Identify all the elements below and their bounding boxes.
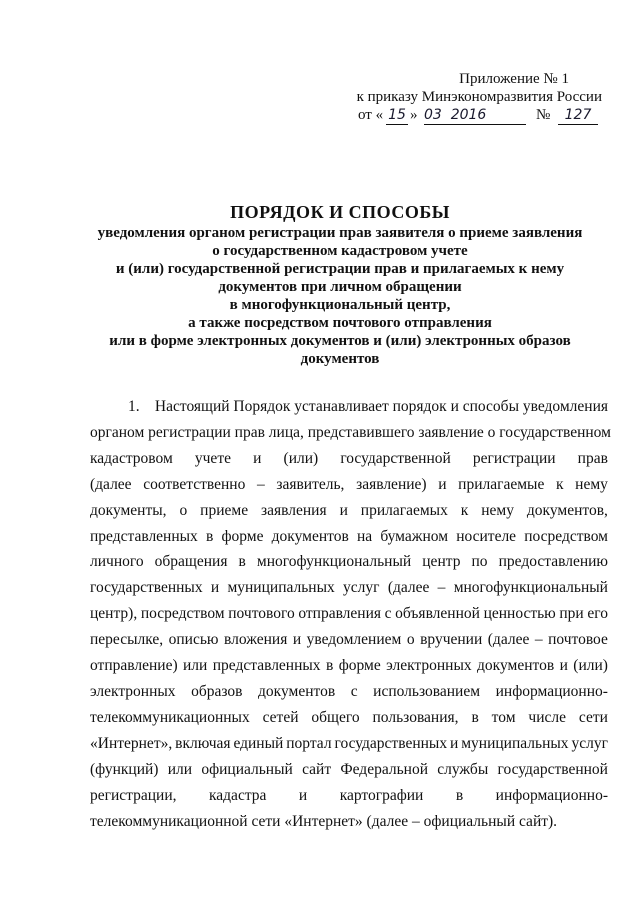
paragraph-word: к — [555, 475, 564, 493]
order-date-line — [340, 106, 602, 128]
paragraph-word: на — [356, 527, 373, 545]
title-subtitle — [60, 224, 620, 368]
paragraph-word: многофункциональный — [256, 553, 412, 571]
date-month-year: 03 2016 — [424, 106, 526, 125]
annex-number: Приложение № 1 — [459, 71, 569, 87]
paragraph-word: общего — [311, 708, 360, 726]
paragraph-word: и — [339, 501, 348, 519]
paragraph-word: ценностью — [483, 605, 556, 623]
paragraph-line — [90, 524, 608, 550]
paragraph-word: телекоммуникационных — [90, 708, 250, 726]
paragraph-word: почтового — [228, 605, 295, 623]
paragraph-word: форме — [338, 657, 381, 675]
paragraph-word: прилагаемых — [360, 501, 448, 519]
paragraph-number: 1. — [128, 398, 140, 415]
paragraph-word: портал — [286, 734, 332, 752]
paragraph-line — [90, 653, 608, 679]
paragraph-word: Настоящий Порядок устанавливает порядок и способы уведомления — [154, 398, 608, 415]
title-line: а также посредством почтового отправления — [188, 315, 492, 331]
paragraph-word: заявитель, — [276, 475, 345, 493]
paragraph-word: государственных — [90, 579, 203, 597]
number-prefix: № — [536, 107, 551, 123]
paragraph-word: телекоммуникационной сети «Интернет» (далее – официальный сайт). — [90, 812, 558, 830]
paragraph-line — [90, 809, 608, 835]
paragraph-word: службы — [437, 760, 489, 778]
paragraph-word: носителе — [456, 527, 517, 545]
paragraph-word: (далее — [387, 579, 430, 597]
title-line: уведомления органом регистрации прав заявителя о приеме заявления — [97, 225, 583, 241]
paragraph-line — [90, 705, 608, 731]
paragraph-word: муниципальных — [227, 579, 335, 597]
paragraph-word: (или) — [573, 657, 608, 675]
paragraph-word: сайт — [302, 760, 332, 778]
paragraph-word: сетей — [262, 708, 299, 726]
paragraph-word: с — [350, 682, 358, 700]
paragraph-word: государственных — [334, 734, 448, 752]
title-line: и (или) государственной регистрации прав и прилагаемых к нему — [115, 261, 565, 277]
paragraph-word: картографии — [339, 786, 424, 804]
paragraph-word: нему — [575, 475, 608, 493]
paragraph-line — [90, 627, 608, 653]
paragraph-word: и — [292, 631, 302, 649]
paragraph-line — [90, 446, 608, 472]
paragraph-word: информационно- — [495, 682, 608, 700]
paragraph-word: услуг — [343, 579, 380, 597]
title-line: документов при личном обращении — [218, 279, 462, 295]
date-quote-close: » — [410, 107, 418, 123]
paragraph-word: прилагаемые — [458, 475, 545, 493]
paragraph-word: или — [167, 760, 193, 778]
paragraph-line — [90, 498, 608, 524]
paragraph-word: по — [471, 553, 488, 571]
paragraph-word: образов — [191, 682, 243, 700]
paragraph-word: бумажном — [380, 527, 449, 545]
paragraph-word: вручении — [420, 631, 483, 649]
paragraph-word: заявление) — [356, 475, 427, 493]
paragraph-line — [90, 394, 608, 420]
paragraph-1 — [90, 394, 611, 834]
paragraph-word: и — [438, 475, 447, 493]
paragraph-line — [90, 575, 608, 601]
paragraph-word: и — [253, 449, 262, 467]
paragraph-word: отправления — [298, 605, 382, 623]
annex-header — [340, 70, 602, 128]
order-reference: к приказу Минэкономразвития России — [356, 89, 602, 105]
paragraph-word: государственной — [340, 449, 451, 467]
paragraph-word: отправление) — [90, 657, 178, 675]
paragraph-word: кадастровом — [90, 449, 173, 467]
paragraph-word: к — [460, 501, 469, 519]
paragraph-word: (функций) — [90, 760, 159, 778]
paragraph-word: объявленной — [395, 605, 480, 623]
paragraph-line — [90, 783, 608, 809]
paragraph-word: использованием — [373, 682, 481, 700]
paragraph-word: информационно- — [495, 786, 608, 804]
paragraph-word: в — [325, 657, 334, 675]
paragraph-word: документов — [477, 657, 555, 675]
paragraph-word: Федеральной — [340, 760, 428, 778]
paragraph-word: «Интернет», — [90, 734, 173, 752]
title-line: в многофункциональный центр, — [229, 297, 451, 313]
paragraph-word: в — [205, 527, 214, 545]
paragraph-word: почтовое — [548, 631, 608, 649]
paragraph-word: кадастра — [209, 786, 267, 804]
title-line: о государственном кадастровом учете — [212, 243, 468, 259]
paragraph-word: описью — [168, 631, 219, 649]
paragraph-word: о — [179, 501, 188, 519]
paragraph-word: центр), — [90, 605, 138, 623]
paragraph-word: и — [450, 734, 459, 752]
paragraph-word: органом регистрации прав лица, представившего заявление о государственном — [90, 423, 611, 441]
paragraph-word: личного — [90, 553, 144, 571]
paragraph-line — [90, 757, 608, 783]
order-number: 127 — [558, 106, 598, 125]
paragraph-word: – — [256, 475, 265, 493]
paragraph-word: соответственно — [143, 475, 246, 493]
paragraph-word: единый — [233, 734, 284, 752]
paragraph-word: государственной — [497, 760, 608, 778]
paragraph-word: нему — [481, 501, 514, 519]
title-line: или в форме электронных документов и (или) электронных образов — [109, 333, 571, 349]
title-main: ПОРЯДОК И СПОСОБЫ — [230, 202, 450, 222]
paragraph-word: учете — [194, 449, 231, 467]
paragraph-word: сети — [578, 708, 608, 726]
paragraph-word: заявления — [261, 501, 327, 519]
paragraph-line — [90, 420, 611, 446]
paragraph-line — [90, 731, 608, 757]
paragraph-word: электронных — [90, 682, 176, 700]
paragraph-word: и — [210, 579, 220, 597]
paragraph-word: предоставлению — [498, 553, 608, 571]
paragraph-word: при — [559, 605, 584, 623]
paragraph-word: и — [559, 657, 568, 675]
paragraph-word: уведомлением — [306, 631, 402, 649]
paragraph-word: центр — [422, 553, 461, 571]
paragraph-word: пересылке, — [90, 631, 164, 649]
date-prefix: от « — [358, 107, 384, 123]
paragraph-word: представленных — [90, 527, 198, 545]
paragraph-word: его — [587, 605, 608, 623]
paragraph-word: – — [534, 631, 543, 649]
paragraph-word: приеме — [200, 501, 249, 519]
paragraph-word: или — [183, 657, 208, 675]
paragraph-line — [90, 549, 608, 575]
paragraph-word: том — [491, 708, 516, 726]
paragraph-word: документов, — [526, 501, 608, 519]
document-title — [60, 200, 620, 368]
paragraph-word: посредством — [140, 605, 225, 623]
paragraph-word: (далее — [487, 631, 530, 649]
paragraph-word: включая — [175, 734, 231, 752]
paragraph-word: форме — [221, 527, 264, 545]
paragraph-word: вложения — [224, 631, 288, 649]
paragraph-word: о — [406, 631, 415, 649]
paragraph-word: муниципальных — [461, 734, 569, 752]
paragraph-word: документы, — [90, 501, 167, 519]
paragraph-word: числе — [528, 708, 567, 726]
paragraph-word: представленных — [212, 657, 321, 675]
paragraph-word: документов — [271, 527, 349, 545]
paragraph-word: с — [384, 605, 392, 623]
paragraph-word: регистрации, — [90, 786, 177, 804]
paragraph-word: электронных — [386, 657, 472, 675]
paragraph-word: официальный — [201, 760, 293, 778]
paragraph-word: услуг — [571, 734, 608, 752]
paragraph-line — [90, 472, 608, 498]
paragraph-word: регистрации — [472, 449, 556, 467]
paragraph-word: в — [238, 553, 246, 571]
paragraph-word: и — [298, 786, 308, 804]
paragraph-word: в — [471, 708, 479, 726]
paragraph-word: многофункциональный — [453, 579, 608, 597]
paragraph-line — [90, 679, 608, 705]
date-day: 15 — [386, 106, 408, 125]
paragraph-word: пользования, — [372, 708, 459, 726]
paragraph-word: в — [455, 786, 464, 804]
paragraph-word: прав — [577, 449, 608, 467]
title-line: документов — [300, 351, 380, 367]
paragraph-line — [90, 601, 608, 627]
paragraph-word: документов — [258, 682, 336, 700]
paragraph-word: посредством — [524, 527, 608, 545]
paragraph-word: (далее — [90, 475, 132, 493]
paragraph-word: (или) — [283, 449, 319, 467]
paragraph-word: обращения — [154, 553, 228, 571]
paragraph-word: – — [437, 579, 446, 597]
